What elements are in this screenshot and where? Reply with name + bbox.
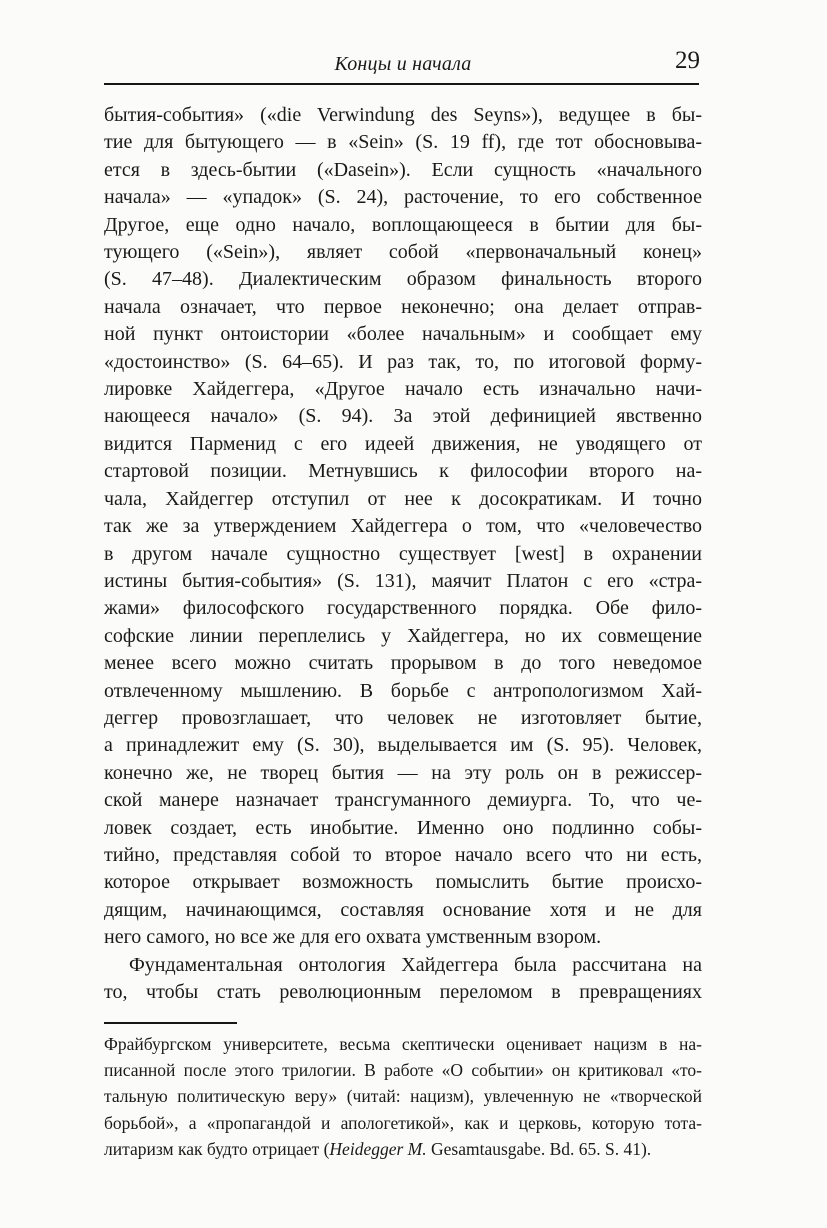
body-line: отвлеченному мышлению. В борьбе с антропологизмом Хай- <box>104 679 702 702</box>
body-line: бытия-события» («die Verwindung des Seyns»), ведущее в бы- <box>104 104 702 126</box>
body-line: ловек создает, есть инобытие. Именно оно подлинно собы- <box>104 816 702 839</box>
page-number: 29 <box>675 47 700 74</box>
footnote-text-segment: Gesamtausgabe. Bd. 65. S. 41). <box>426 1138 652 1159</box>
body-line: нающееся начало» (S. 94). За этой дефиницией явственно <box>104 405 702 428</box>
footnote-text-segment: литаризм как будто отрицает ( <box>104 1138 330 1159</box>
body-line: «достоинство» (S. 64–65). И раз так, то, по итоговой форму- <box>104 350 702 373</box>
footnote <box>104 1031 702 1162</box>
body-line: конечно же, не творец бытия — на эту роль он в режиссер- <box>104 761 702 784</box>
body-line: дящим, начинающимся, составляя основание хотя и не для <box>104 898 702 921</box>
body-line: начала означает, что первое неконечно; она делает отправ- <box>104 295 702 318</box>
page-header <box>104 48 702 82</box>
body-line: менее всего можно считать прорывом в до того неведомое <box>104 652 702 675</box>
body-line: а принадлежит ему (S. 30), выделывается им (S. 95). Человек, <box>104 734 702 757</box>
body-line: которое открывает возможность помыслить бытие происхо- <box>104 871 702 894</box>
body-line: ной пункт онтоистории «более начальным» и сообщает ему <box>104 323 702 346</box>
footnote-line <box>104 1136 702 1162</box>
body-line: тие для бытующего — в «Sein» (S. 19 ff), где тот обосновыва- <box>104 131 702 154</box>
body-line: тующего («Sein»), являет собой «первоначальный конец» <box>104 241 702 264</box>
body-line: Другое, еще одно начало, воплощающееся в бытии для бы- <box>104 213 702 236</box>
body-line: истины бытия-события» (S. 131), маячит Платон с его «стра- <box>104 569 702 592</box>
footnote-line: тальную политическую веру» (читай: нацизм), увлеченную не «творческой <box>104 1086 702 1107</box>
body-line: тийно, представляя собой то второе начало всего что ни есть, <box>104 843 702 866</box>
body-line: то, чтобы стать революционным переломом в превращениях <box>104 981 702 1003</box>
body-line: (S. 47–48). Диалектическим образом финальность второго <box>104 268 702 291</box>
body-line: ется в здесь-бытии («Dasein»). Если сущность «начального <box>104 158 702 181</box>
body-line: чала, Хайдеггер отступил от нее к досократикам. И точно <box>104 487 702 510</box>
body-line: стартовой позиции. Метнувшись к философии второго на- <box>104 460 702 483</box>
header-rule <box>104 83 699 85</box>
body-line: софские линии переплелись у Хайдеггера, но их совмещение <box>104 624 702 647</box>
footnote-line: Фрайбургском университете, весьма скептически оценивает нацизм в на- <box>104 1034 702 1054</box>
body-line: Фундаментальная онтология Хайдеггера была рассчитана на <box>129 953 702 976</box>
body-line: начала» — «упадок» (S. 24), расточение, то его собственное <box>104 186 702 209</box>
body-line: жами» философского государственного порядка. Обе фило- <box>104 597 702 620</box>
footnote-citation-author: Heidegger M. <box>329 1138 427 1159</box>
body-line: в другом начале сущностно существует [west] в охранении <box>104 542 702 565</box>
footnote-line: писанной после этого трилогии. В работе «О событии» он критиковал «то- <box>104 1060 702 1081</box>
body-text <box>104 102 702 1006</box>
body-line: деггер провозглашает, что человек не изготовляет бытие, <box>104 706 702 729</box>
running-title: Концы и начала <box>334 53 472 75</box>
body-line: лировке Хайдеггера, «Другое начало есть изначально начи- <box>104 378 702 401</box>
footnote-line: борьбой», а «пропагандой и апологетикой», как и церковь, которую тота- <box>104 1112 702 1133</box>
footnote-separator <box>104 1022 237 1024</box>
body-line: видится Парменид с его идеей движения, не уводящего от <box>104 432 702 455</box>
body-line: него самого, но все же для его охвата умственным взором. <box>104 926 602 949</box>
body-line: ской манере назначает трансгуманного демиурга. То, что че- <box>104 789 702 812</box>
body-line: так же за утверждением Хайдеггера о том, что «человечество <box>104 515 702 538</box>
